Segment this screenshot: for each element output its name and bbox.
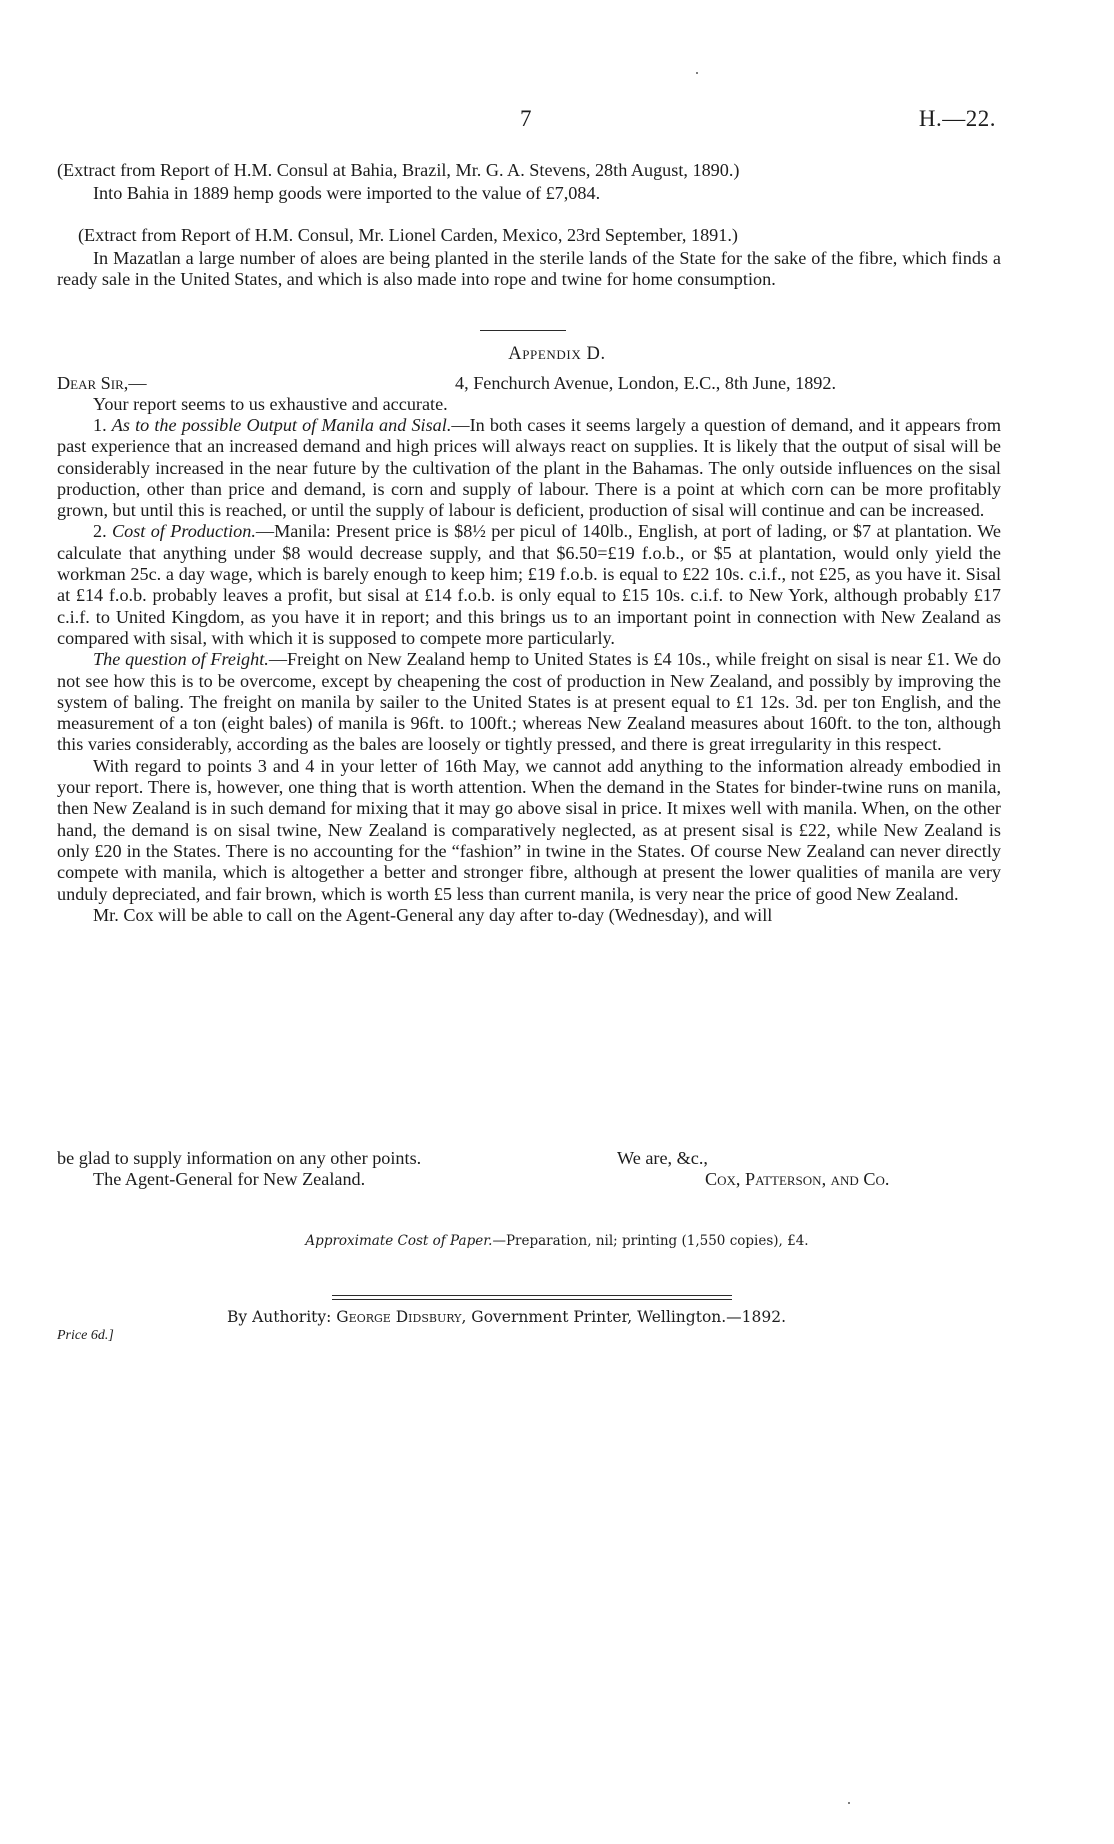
section-divider: [480, 330, 566, 331]
letter-intro-text: Your report seems to us exhaustive and accurate.: [93, 394, 448, 414]
imprint-printer: George Didsbury: [336, 1308, 462, 1326]
letter-body: [57, 415, 1001, 926]
paragraph-freight-title: The question of Freight.: [93, 649, 269, 670]
extract-mexico-body: In Mazatlan a large number of aloes are being planted in the sterile lands of the State for the sake of the fibre, which finds a ready sale in the United States, and which is also made into rope and twine for home consumption.: [57, 248, 1001, 290]
paragraph-output-text: —In both cases it seems largely a question of demand, and it appears from past experience that an increased demand and high prices will always react on supplies. It is likely that the output of sisal will be considerably increased in the near future by the cultivation of the plant in the Bahamas. The only outside influences on the sisal production, other than price and demand, is corn and supply of labour. There is a point at which corn can be more profitably grown, but until this is reached, or until the supply of labour is deficient, production of sisal will continue and can be increased.: [57, 415, 1002, 521]
paragraph-output: [57, 415, 1001, 521]
paragraph-cox-call: Mr. Cox will be able to call on the Agent-General any day after to-day (Wednesday), and will: [93, 904, 773, 925]
extract-bahia-body: Into Bahia in 1889 hemp goods were imported to the value of £7,084.: [93, 183, 601, 203]
paragraph-points: With regard to points 3 and 4 in your letter of 16th May, we cannot add anything to the information already embodied in your report. There is, however, one thing that is worth attention. When the demand in the States for binder-twine runs on manila, then New Zealand is in such demand for mixing that it may go above sisal in price. It mixes well with manila. When, on the other hand, the demand is on sisal twine, New Zealand is comparatively neglected, as at present sisal is £22, while New Zealand is only £20 in the States. There is no accounting for the “fashion” in twine in the States. Of course New Zealand can never directly compete with manila, which is altogether a better and stronger fibre, although at present the lower qualities of manila are very unduly depreciated, and fair brown, which is worth £5 less than current manila, is very near the price of good New Zealand.: [57, 755, 1001, 904]
closing-phrase: We are, &c.,: [617, 1148, 708, 1168]
extract-mexico-text: [57, 248, 1001, 291]
extract-mexico-heading: [57, 225, 1001, 246]
paragraph-freight: [57, 649, 1001, 755]
closing-sentence-end: be glad to supply information on any other points.: [57, 1148, 422, 1168]
signature-row: [57, 1169, 1001, 1190]
paragraph-output-title: As to the possible Output of Manila and Sisal.: [111, 415, 452, 435]
page-number: 7: [520, 106, 532, 131]
paragraph-cost-number: 2.: [93, 521, 112, 542]
price: Price 6d.]: [57, 1328, 114, 1343]
appendix-heading: Appendix D.: [508, 344, 606, 364]
closing-row: [57, 1148, 1001, 1169]
paragraph-freight-text: —Freight on New Zealand hemp to United States is £4 10s., while freight on sisal is near £1. We do not see how this is to be overcome, except by cheapening the cost of production in New Zealand, and possibly by improving the system of baling. The freight on manila by sailer to the United States is at present equal to £1 12s. 3d. per ton English, and the measurement of a ton (eight bales) of manila is 96ft. to 100ft.; whereas New Zealand measures about 160ft. to the ton, although this varies considerably, according as the bales are loosely or tightly pressed, and there is great irregularity in this respect.: [57, 649, 1001, 755]
salutation: Dear Sir,—: [57, 373, 147, 393]
extract-mexico-heading-text: (Extract from Report of H.M. Consul, Mr. Lionel Carden, Mexico, 23rd September, 1891.): [78, 225, 738, 245]
imprint-suffix: , Government Printer, Wellington.—1892.: [461, 1308, 787, 1326]
paragraph-output-number: 1.: [93, 415, 112, 435]
footer-rule-upper: [332, 1295, 732, 1296]
document-reference: H.—22.: [918, 106, 996, 131]
imprint-prefix: By Authority:: [227, 1308, 337, 1326]
cost-of-paper-text: —Preparation, nil; printing (1,550 copies), £4.: [492, 1233, 809, 1249]
scan-speck: [696, 72, 698, 74]
letter-intro: [57, 394, 1001, 415]
letter-address-date: 4, Fenchurch Avenue, London, E.C., 8th June, 1892.: [455, 373, 837, 393]
cost-of-paper-note: [0, 1233, 1114, 1249]
signature: Cox, Patterson, and Co.: [705, 1169, 890, 1189]
cost-of-paper-label: Approximate Cost of Paper.: [305, 1233, 493, 1249]
extract-bahia-heading: (Extract from Report of H.M. Consul at Bahia, Brazil, Mr. G. A. Stevens, 28th August, 1890.): [57, 160, 740, 180]
paragraph-cost-title: Cost of Production.: [112, 521, 256, 542]
footer-rule-lower: [332, 1299, 732, 1300]
scan-speck: [848, 1802, 850, 1804]
printer-imprint: [227, 1308, 786, 1326]
paragraph-cost-text: —Manila: Present price is $8½ per picul of 140lb., English, at port of lading, or $7 at plantation. We calculate that anything under $8 would decrease supply, and that $6.50=£19 f.o.b., or $5 at plantation, would only yield the workman 25c. a day wage, which is barely enough to keep him; £19 f.o.b. is equal to £22 10s. c.i.f., not £25, as you have it. Sisal at £14 f.o.b. probably leaves a profit, but sisal at £14 f.o.b. is only equal to £15 10s. c.i.f. to New York, although probably £17 c.i.f. to United Kingdom, as you have it in report; and this brings us to an important point in connection with New Zealand as compared with sisal, with which it is supposed to compete more particularly.: [57, 521, 1002, 648]
paragraph-cost: [57, 521, 1001, 649]
addressee: The Agent-General for New Zealand.: [93, 1169, 366, 1189]
extract-bahia-text: [57, 183, 1001, 204]
